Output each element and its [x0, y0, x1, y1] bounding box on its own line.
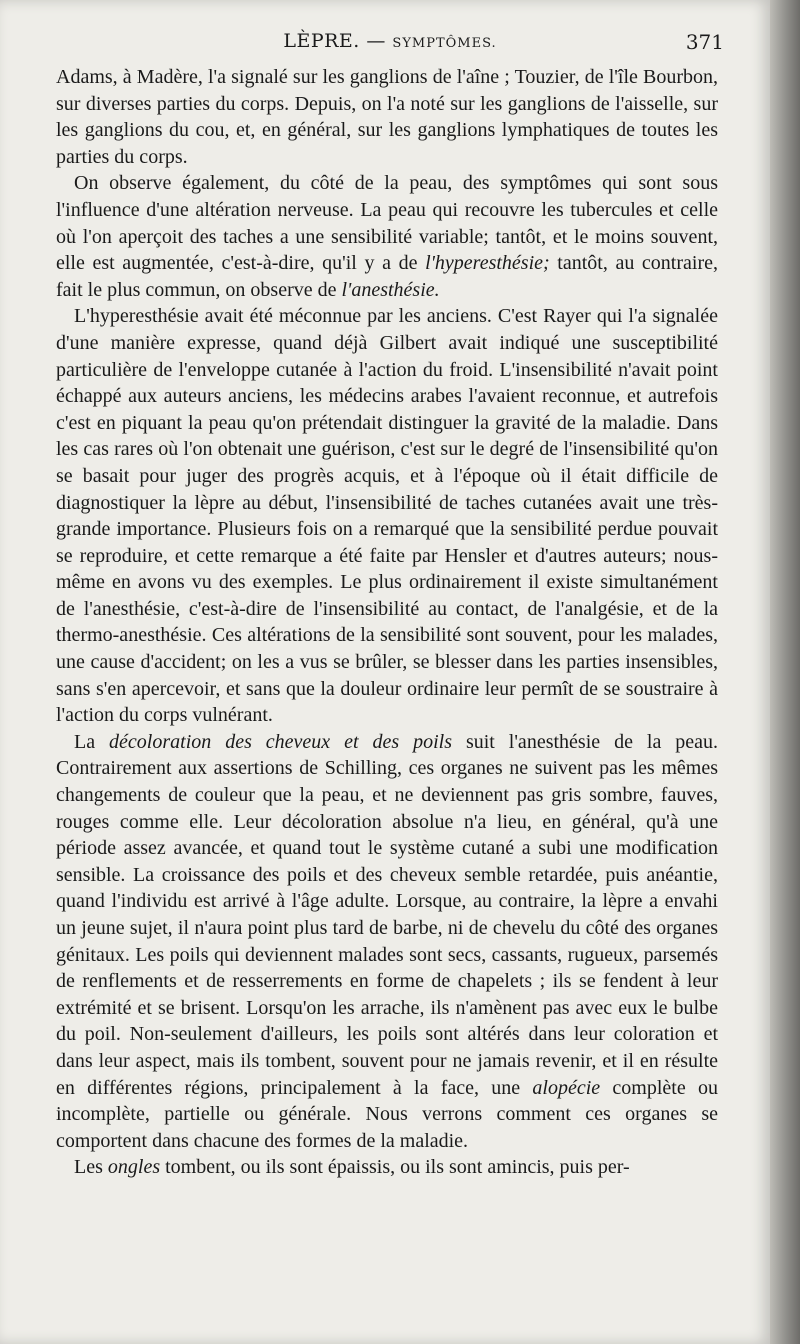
- page-number: 371: [685, 30, 724, 54]
- paragraph: [56, 170, 718, 303]
- text-segment: On observe également, du côté de la peau, des symptômes qui sont sous l'influence d'une altération nerveuse. La peau qui recouvre les tubercules et celle où l'on aperçoit des taches a une sensibilité variable; tantôt, et le moins souvent, elle est augmentée, c'est-à-dire, qu'il y a de: [56, 172, 718, 275]
- book-gutter: [770, 0, 800, 1344]
- italic-term: l'hyperesthésie;: [425, 252, 550, 275]
- italic-term: décoloration des cheveux et des poils: [109, 730, 452, 753]
- text-segment: suit l'anesthésie de la peau. Contrairement aux assertions de Schilling, ces organes ne suivent pas les mêmes changements de couleur que la peau, et ne deviennent pas gris sombre, fauves, rouges comme elle. Leur décoloration absolue n'a lieu, en général, qu'à une période assez avancée, et quand tout le système cutané a subi une modification sensible. La croissance des poils et des cheveux semble retardée, puis anéantie, quand l'individu est arrivé à l'âge adulte. Lorsque, au contraire, la lèpre a envahi un jeune sujet, il n'aura point plus tard de barbe, ni de chevelu du côté des organes génitaux. Les poils qui deviennent malades sont secs, cassants, rugueux, parsemés de renflements et de resserrements en forme de chapelets ; ils se fendent à leur extrémité et se brisent. Lorsqu'on les arrache, ils n'amènent pas avec eux le bulbe du poil. Non-seulement d'ailleurs, les poils sont altérés dans leur coloration et dans leur aspect, mais ils tombent, souvent pour ne jamais revenir, et il en résulte en différentes régions, principalement à la face, une: [56, 730, 719, 1099]
- text-segment: Les: [74, 1156, 108, 1179]
- body-text: [56, 64, 718, 1181]
- paragraph: [56, 1154, 718, 1181]
- running-title: [56, 30, 724, 52]
- text-segment: tombent, ou ils sont épaissis, ou ils sont amincis, puis per-: [160, 1156, 630, 1179]
- running-title-sub: SYMPTÔMES.: [392, 36, 497, 51]
- text-segment: complète ou incomplète, partielle ou générale. Nous verrons comment ces organes se comportent dans chacune des formes de la maladie.: [56, 1076, 718, 1152]
- running-title-separator: —: [366, 30, 386, 52]
- running-title-main: LÈPRE.: [283, 30, 360, 52]
- paragraph: [56, 729, 718, 1155]
- italic-term: alopécie: [532, 1076, 601, 1099]
- paragraph: [56, 303, 718, 729]
- running-header: [56, 30, 724, 60]
- italic-term: ongles: [107, 1156, 161, 1179]
- text-segment: La: [74, 730, 110, 753]
- text-segment: Adams, à Madère, l'a signalé sur les ganglions de l'aîne ; Touzier, de l'île Bourbon, sur diverses parties du corps. Depuis, on l'a noté sur les ganglions de l'aisselle, sur les ganglions du cou, et, en général, sur les ganglions lymphatiques de toutes les parties du corps.: [56, 66, 718, 168]
- text-segment: tantôt, au contraire, fait le plus commun, on observe de: [56, 252, 718, 301]
- text-segment: L'hyperesthésie avait été méconnue par les anciens. C'est Rayer qui l'a signalée d'une manière expresse, quand déjà Gilbert avait indiqué une susceptibilité particulière de l'enveloppe cutanée à l'action du froid. L'insensibilité n'avait point échappé aux auteurs anciens, les médecins arabes l'avaient reconnue, et autrefois c'est en piquant la peau qu'on prétendait distinguer la gravité de la maladie. Dans les cas rares où l'on obtenait une guérison, c'est sur le degré de l'insensibilité qu'on se basait pour juger des progrès acquis, et à l'époque où il était difficile de diagnostiquer la lèpre au début, l'insensibilité de taches cutanées avait une très-grande importance. Plusieurs fois on a remarqué que la sensibilité perdue pouvait se reproduire, et cette remarque a été faite par Hensler et d'autres auteurs; nous-même en avons vu des exemples. Le plus ordinairement il existe simultanément de l'anesthésie, c'est-à-dire de l'insensibilité au contact, de l'analgésie, et de la thermo-anesthésie. Ces altérations de la sensibilité sont souvent, pour les malades, une cause d'accident; on les a vus se brûler, se blesser dans les parties insensibles, sans s'en apercevoir, et sans que la douleur ordinaire leur permît de se soustraire à l'action du corps vulnérant.: [56, 305, 718, 727]
- paragraph: [56, 64, 718, 170]
- italic-term: l'anesthésie.: [341, 278, 440, 301]
